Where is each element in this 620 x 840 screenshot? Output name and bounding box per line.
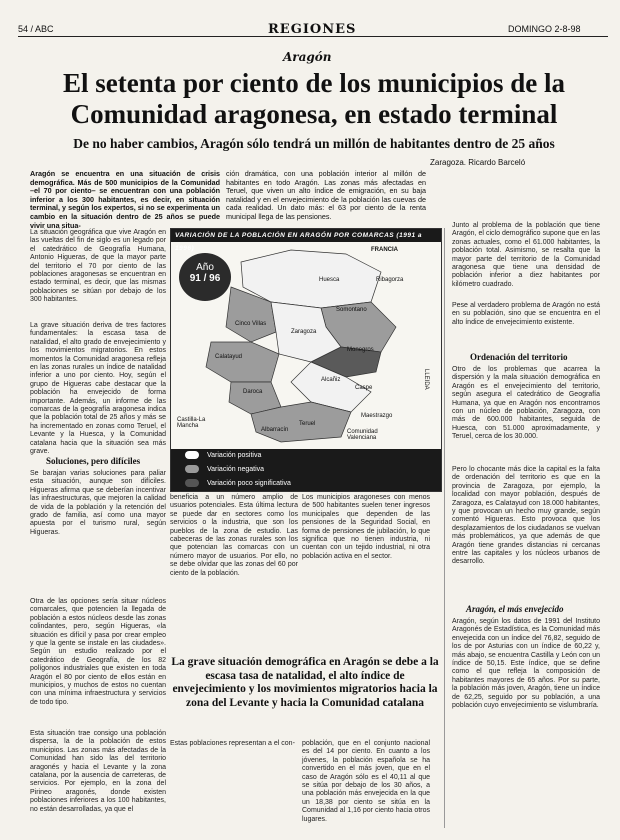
year-badge: Año 91 / 96: [179, 253, 231, 301]
section-name: REGIONES: [268, 22, 357, 37]
page-number: 54 / ABC: [18, 24, 54, 34]
label-calatayud: Calatayud: [215, 354, 243, 360]
col1-para-a: La situación geográfica que vive Aragón en las vueltas del fin de siglo es un legado por el catedrático de Geografía Humana, Antonio Higueras, de que la mayor parte del territorio el 70 por ciento de las poblaciones aragonesas se encuentran en estado terminal, es decir, que las mismas poblaciones se sitúan por debajo de los 300 habitantes.: [30, 229, 166, 304]
label-zaragoza: Zaragoza: [291, 329, 317, 335]
legend-swatch-negative: [185, 465, 199, 473]
legend-neutral: Variación poco significativa: [171, 477, 441, 491]
label-huesca: Huesca: [319, 277, 340, 283]
col-mid-para-b: beneficia a un número amplio de usuarios potenciales. Esta última lectura se puede dar en sectores como los servicios o la industria, que son los pueblos de la zona de estudio. Las cabeceras de las zonas rurales son los que potencian las comarcas con un número mayor de usuarios. Por ello, no se debe olvidar que las zonas del 60 por ciento de la población.: [170, 494, 298, 577]
byline: Zaragoza. Ricardo Barceló: [430, 158, 526, 167]
population-map: [170, 228, 442, 492]
map-title: VARIACIÓN DE LA POBLACIÓN EN ARAGÓN POR COMARCAS (1991 a 1996): [171, 229, 441, 242]
headline: El setenta por ciento de los municipios de la Comunidad aragonesa, en estado terminal: [62, 68, 566, 129]
col3-para-e: Aragón, según los datos de 1991 del Instituto Aragonés de Estadística, es la Comunidad más envejecida con un índice del 76,82, seguido de los de por Asturias con un índice de 60,22 y, más abajo, se encuentra Castilla y León con un índice de 50,15. Este índice, que se define como el que refleja la composición de habitantes mayores de 65 años. Por su parte, la población más joven, Aragón, tiene un índice de 62,25, seguido por su población, a una población cuyo envejecimiento se vislumbraría.: [452, 618, 600, 710]
label-comunidad-valenciana: Comunidad Valenciana: [347, 429, 378, 441]
subtitle-ordenacion: Ordenación del territorio: [470, 352, 568, 362]
label-alcaniz: Alcañiz: [321, 377, 341, 383]
header-rule: [18, 36, 608, 37]
label-monegros: Monegros: [347, 347, 374, 353]
region-calatayud: [206, 342, 279, 382]
legend-swatch-neutral: [185, 479, 199, 487]
label-teruel: Teruel: [299, 421, 316, 427]
legend-positive: Variación positiva: [171, 449, 441, 463]
label-ribagorza: Ribagorza: [376, 277, 404, 283]
label-maestrazgo: Maestrazgo: [361, 413, 393, 419]
col1-para-c: Se barajan varias soluciones para paliar esta situación, aunque son difíciles. Higueras afirma que se deberían incentivar las infraestructuras, que mejoren la calidad de vida de la población y la retención del grado de familia, así como una mayor apuesta por el turismo rural, según Higueras.: [30, 470, 166, 536]
legend-negative: Variación negativa: [171, 463, 441, 477]
lead-mid: ción dramática, con una población interior al millón de habitantes en todo Aragón. Las zonas más afectadas en Teruel, que viven un alto índice de emigración, en su baja natalidad y en el envejecimiento de la población las cuevas de cada realidad. Un dato más: el 63 por ciento de la renta municipal llega de las pensiones.: [226, 169, 426, 221]
col-mid-para-e: población, que en el conjunto nacional es del 14 por ciento. En cuanto a los jóvenes, la población española se ha convertido en el más joven, que en el caso de Aragón sólo es el 40,11 al que se sitúa por debajo de los 30 años, a una población más envejecida en la que un 18,38 por ciento se sitúa en la Comunidad al 1,16 por ciento hacia otros lugares.: [302, 740, 430, 823]
col3-para-b: Pese al verdadero problema de Aragón no está en su población, sino que se encuentra en el alto índice de envejecimiento existente.: [452, 302, 600, 326]
col3-para-a: Junto al problema de la población que tiene Aragón, el ciclo demográfico supone que en las zonas actuales, como el 61.000 habitantes, la población total. Asimismo, se resalta que la mayor parte del territorio de la Comunidad aragonesa que tiene una densidad de población inferior a diez habitantes por kilómetro cuadrado.: [452, 222, 600, 288]
label-francia: FRANCIA: [371, 247, 398, 253]
label-daroca: Daroca: [243, 389, 263, 395]
issue-date: DOMINGO 2-8-98: [508, 24, 581, 34]
col1-para-e: Esta situación trae consigo una población dispersa, la de la población de estos municipios. Las zonas más afectadas de la Comunidad han sido las del territorio aragonés y hacia el Levante y la zona catalana, por la ausencia de carreteras, de servicios. Por ejemplo, en la zona del Pirineo aragonés, donde existen poblaciones inferiores a los 100 habitantes, no están desarrolladas, ya que el: [30, 730, 166, 813]
col-mid-para-d: Estas poblaciones representan a el con-: [170, 740, 295, 747]
label-caspe: Caspe: [355, 385, 373, 391]
label-somontano: Somontano: [336, 307, 367, 313]
label-castilla-la-mancha: Castilla-La Mancha: [177, 417, 206, 429]
label-lleida: LLEIDA: [423, 369, 429, 390]
col1-para-b: La grave situación deriva de tres factores fundamentales: la escasa tasa de natalidad, el alto grado de envejecimiento y los movimientos migratorios. En estos momentos la Comunidad aragonesa refleja en las zonas rurales un índice de natalidad inferior a uno por ciento. Hoy, según el grupo de Higueras cabe destacar que la población ha envejecido de forma importante. Además, un informe de las comarcas de la geografía aragonesa indica que la población total de 25 años y más se ha incrementado en zonas como Teruel, el Levante y la Huesca, y la Comunidad catalana hacia que la situación sea más grave.: [30, 322, 166, 456]
lead-left: Aragón se encuentra en una situación de crisis demográfica. Más de 500 municipios de la Comunidad –el 70 por ciento– se encuentran con una población inferior a los 300 habitantes, es decir, en situación terminal, y según los expertos, si no se experimenta un cambio en la situación dentro de 25 años se puede vivir una situa-: [30, 169, 220, 230]
column-divider: [444, 228, 445, 828]
col3-para-c: Otro de los problemas que acarrea la dispersión y la mala situación demográfica en Aragón es el envejecimiento del territorio, según asegura el catedrático de Geografía Humana, ya que en Aragón nos encontramos con un núcleo de población, Zaragoza, con más de 600.000 habitantes, seguida de Huesca, con 51.000 aproximadamente, y Teruel, cerca de los 30.000.: [452, 366, 600, 441]
label-cinco-villas: Cinco Villas: [235, 321, 267, 327]
legend-swatch-positive: [185, 451, 199, 459]
pull-quote: La grave situación demográfica en Aragón se debe a la escasa tasa de natalidad, el alto índice de envejecimiento y los movimientos migratorios hacia la zona del Levante y hacia la Comunidad catalana: [171, 656, 439, 709]
subtitle-envejecido: Aragón, el más envejecido: [466, 604, 564, 614]
kicker: Aragón: [283, 50, 332, 64]
col3-para-d: Pero lo chocante más dice la capital es la falta de ordenación del territorio es que en la provincia de Zaragoza, por ejemplo, la localidad con mayor población, después de Zaragoza, es Calatayud con 18.000 habitantes, y que provocan un hecho muy grande, según comentó Higueras. Esto provoca que los desplazamientos de los ciudadanos se vuelvan más problemáticos, ya que además de que Aragón tiene grandes distancias ni cercanas entre las capitales y los núcleos urbanos de desarrollo.: [452, 466, 600, 566]
subtitle-soluciones: Soluciones, pero difíciles: [46, 456, 141, 466]
col1-para-d: Otra de las opciones sería situar núcleos comarcales, que potencien la llegada de población a estos núcleos desde las zonas colindantes, pero, según Higueras, «la situación es difícil y pasa por crear empleo y que la gente se instale en las ciudades». Según un estudio realizado por el catedrático de Geografía, de los 82 polígonos industriales que existen en toda Aragón el 80 por ciento de ellos están en municipios, y muchos de estos no cuentan con una mínima infraestructura y servicios de todo tipo.: [30, 598, 166, 706]
col-mid-para-c: Los municipios aragoneses con menos de 500 habitantes suelen tener ingresos municipales que dependen de las pensiones de la Seguridad Social, en forma de pensiones de jubilación, lo que significa que no tienen industria, ni cuentan con un tejido industrial, ni otra población activa en el sector.: [302, 494, 430, 560]
label-albarracin: Albarracín: [261, 427, 289, 433]
subheadline: De no haber cambios, Aragón sólo tendrá un millón de habitantes dentro de 25 años: [73, 136, 555, 151]
